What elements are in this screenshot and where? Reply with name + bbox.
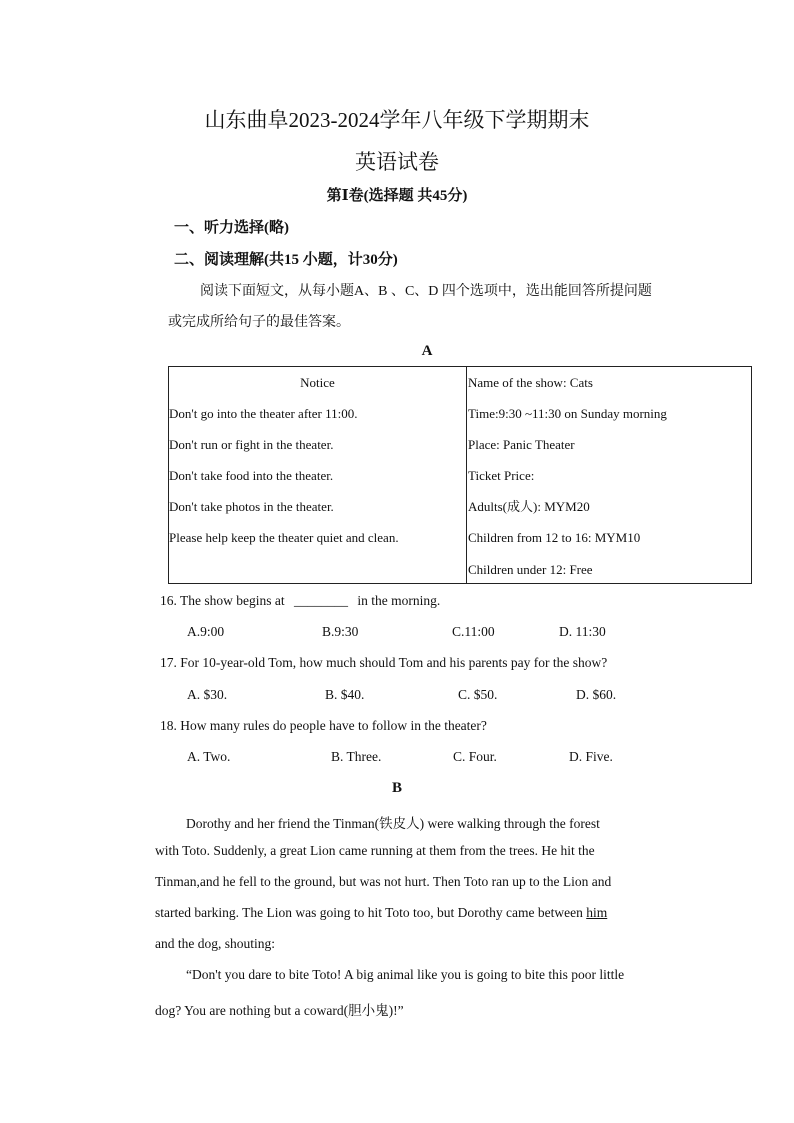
option-c: C. Four. [453,749,497,764]
ticket-price-adults: Adults(成人): MYM20 [468,499,590,514]
underlined-word: him [586,905,608,920]
answer-blank: ________ [294,593,348,608]
option-d: D. 11:30 [559,624,606,639]
option-c: C.11:00 [452,624,495,639]
show-place: Place: Panic Theater [468,437,575,452]
notice-rule: Don't run or fight in the theater. [169,437,334,452]
passage-b-line: dog? You are nothing but a coward(胆小鬼)!” [155,1003,404,1018]
option-d: D. $60. [576,687,617,702]
question-16-stem-end: in the morning. [357,593,441,608]
notice-heading: Notice [300,375,335,390]
passage-b-label: B [391,780,402,796]
show-time: Time:9:30 ~11:30 on Sunday morning [468,406,667,421]
question-18: 18. How many rules do people have to follow in the theater? [160,718,487,733]
section-listening: 一、听力选择(略) [174,220,289,236]
notice-rule: Please help keep the theater quiet and clean. [169,530,399,545]
option-a: A.9:00 [187,624,225,639]
instructions-line-1: 阅读下面短文，从每小题A、B 、C、D 四个选项中，选出能回答所提问题 [200,284,652,299]
exam-subject: 英语试卷 [355,150,439,174]
option-b: B.9:30 [322,624,359,639]
show-name: Name of the show: Cats [468,375,593,390]
passage-b-line: and the dog, shouting: [155,936,275,951]
option-a: A. $30. [187,687,228,702]
question-16 [160,593,440,609]
option-b: B. Three. [331,749,382,764]
option-c: C. $50. [458,687,498,702]
notice-rule: Don't take photos in the theater. [169,499,334,514]
table-divider [466,367,467,583]
option-d: D. Five. [569,749,613,764]
question-17: 17. For 10-year-old Tom, how much should Tom and his parents pay for the show? [160,655,608,670]
option-b: B. $40. [325,687,365,702]
passage-b-text: started barking. The Lion was going to hit Toto too, but Dorothy came between [155,905,587,920]
notice-table [168,366,752,584]
passage-b-line: Tinman,and he fell to the ground, but was not hurt. Then Toto ran up to the Lion and [155,874,612,889]
passage-b-line [155,905,607,921]
section-reading: 二、阅读理解(共15 小题，计30分) [174,252,398,268]
passage-b-line: “Don't you dare to bite Toto! A big animal like you is going to bite this poor little [186,967,625,982]
ticket-price-children-12-16: Children from 12 to 16: MYM10 [468,530,641,545]
passage-b-line: with Toto. Suddenly, a great Lion came running at them from the trees. He hit the [155,843,595,858]
ticket-price-heading: Ticket Price: [468,468,535,483]
question-16-stem: 16. The show begins at [160,593,285,608]
ticket-price-children-under-12: Children under 12: Free [468,562,593,577]
instructions-line-2: 或完成所给句子的最佳答案。 [168,315,350,330]
passage-a-label: A [421,343,433,359]
passage-b-line: Dorothy and her friend the Tinman(铁皮人) were walking through the forest [186,816,600,831]
notice-rule: Don't go into the theater after 11:00. [169,406,358,421]
notice-rule: Don't take food into the theater. [169,468,334,483]
option-a: A. Two. [187,749,231,764]
exam-title: 山东曲阜2023-2024学年八年级下学期期末 [204,108,590,132]
part-title: 第Ⅰ卷(选择题 共45分) [326,188,468,204]
